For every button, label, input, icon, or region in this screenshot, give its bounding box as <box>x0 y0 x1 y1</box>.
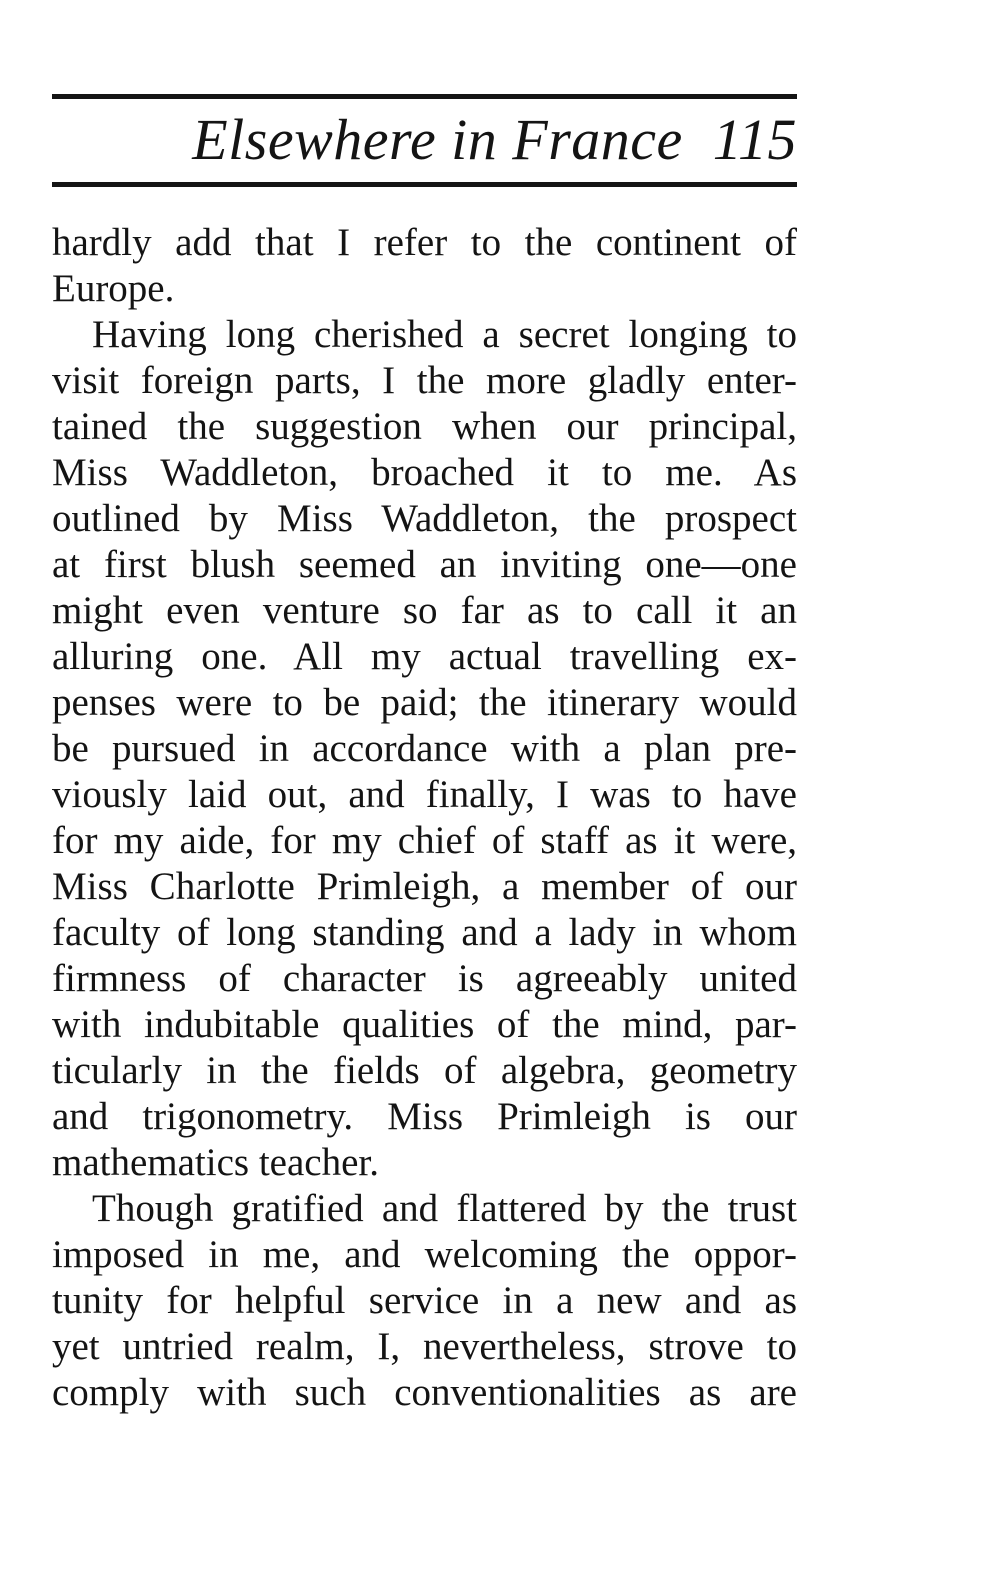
text-line: yet untried realm, I, nevertheless, strove to <box>52 1325 797 1368</box>
text-line: Though gratified and flattered by the trust <box>92 1187 797 1230</box>
page-number: 115 <box>712 106 797 172</box>
text-line: faculty of long standing and a lady in whom <box>52 911 797 954</box>
text-line: mathematics teacher. <box>52 1141 380 1184</box>
text-line: with indubitable qualities of the mind, par- <box>52 1003 797 1046</box>
text-line: firmness of character is agreeably united <box>52 957 797 1000</box>
text-line: Having long cherished a secret longing to <box>92 313 797 356</box>
body-text <box>52 220 797 1416</box>
text-line: Europe. <box>52 267 175 310</box>
text-line: at first blush seemed an inviting one—one <box>52 543 797 586</box>
text-line: alluring one. All my actual travelling ex- <box>52 635 797 678</box>
text-line: outlined by Miss Waddleton, the prospect <box>52 497 797 540</box>
text-line: Miss Waddleton, broached it to me. As <box>52 451 797 494</box>
text-line: tained the suggestion when our principal, <box>52 405 797 448</box>
text-line: might even venture so far as to call it an <box>52 589 797 632</box>
paragraph <box>52 312 797 1186</box>
running-head <box>52 104 797 174</box>
text-line: ticularly in the fields of algebra, geometry <box>52 1049 797 1092</box>
paragraph <box>52 220 797 312</box>
text-line: and trigonometry. Miss Primleigh is our <box>52 1095 797 1138</box>
text-line: for my aide, for my chief of staff as it were, <box>52 819 797 862</box>
text-line: viously laid out, and finally, I was to have <box>52 773 797 816</box>
text-line: penses were to be paid; the itinerary would <box>52 681 797 724</box>
header-rule-top <box>52 94 797 99</box>
text-line: visit foreign parts, I the more gladly enter- <box>52 359 797 402</box>
text-line: hardly add that I refer to the continent of <box>52 221 797 264</box>
text-line: be pursued in accordance with a plan pre- <box>52 727 797 770</box>
paragraph <box>52 1186 797 1416</box>
text-line: comply with such conventionalities as are <box>52 1371 797 1414</box>
running-head-title: Elsewhere in France <box>192 106 683 172</box>
text-line: Miss Charlotte Primleigh, a member of our <box>52 865 797 908</box>
text-line: tunity for helpful service in a new and as <box>52 1279 797 1322</box>
text-line: imposed in me, and welcoming the oppor- <box>52 1233 797 1276</box>
header-rule-bottom <box>52 182 797 187</box>
